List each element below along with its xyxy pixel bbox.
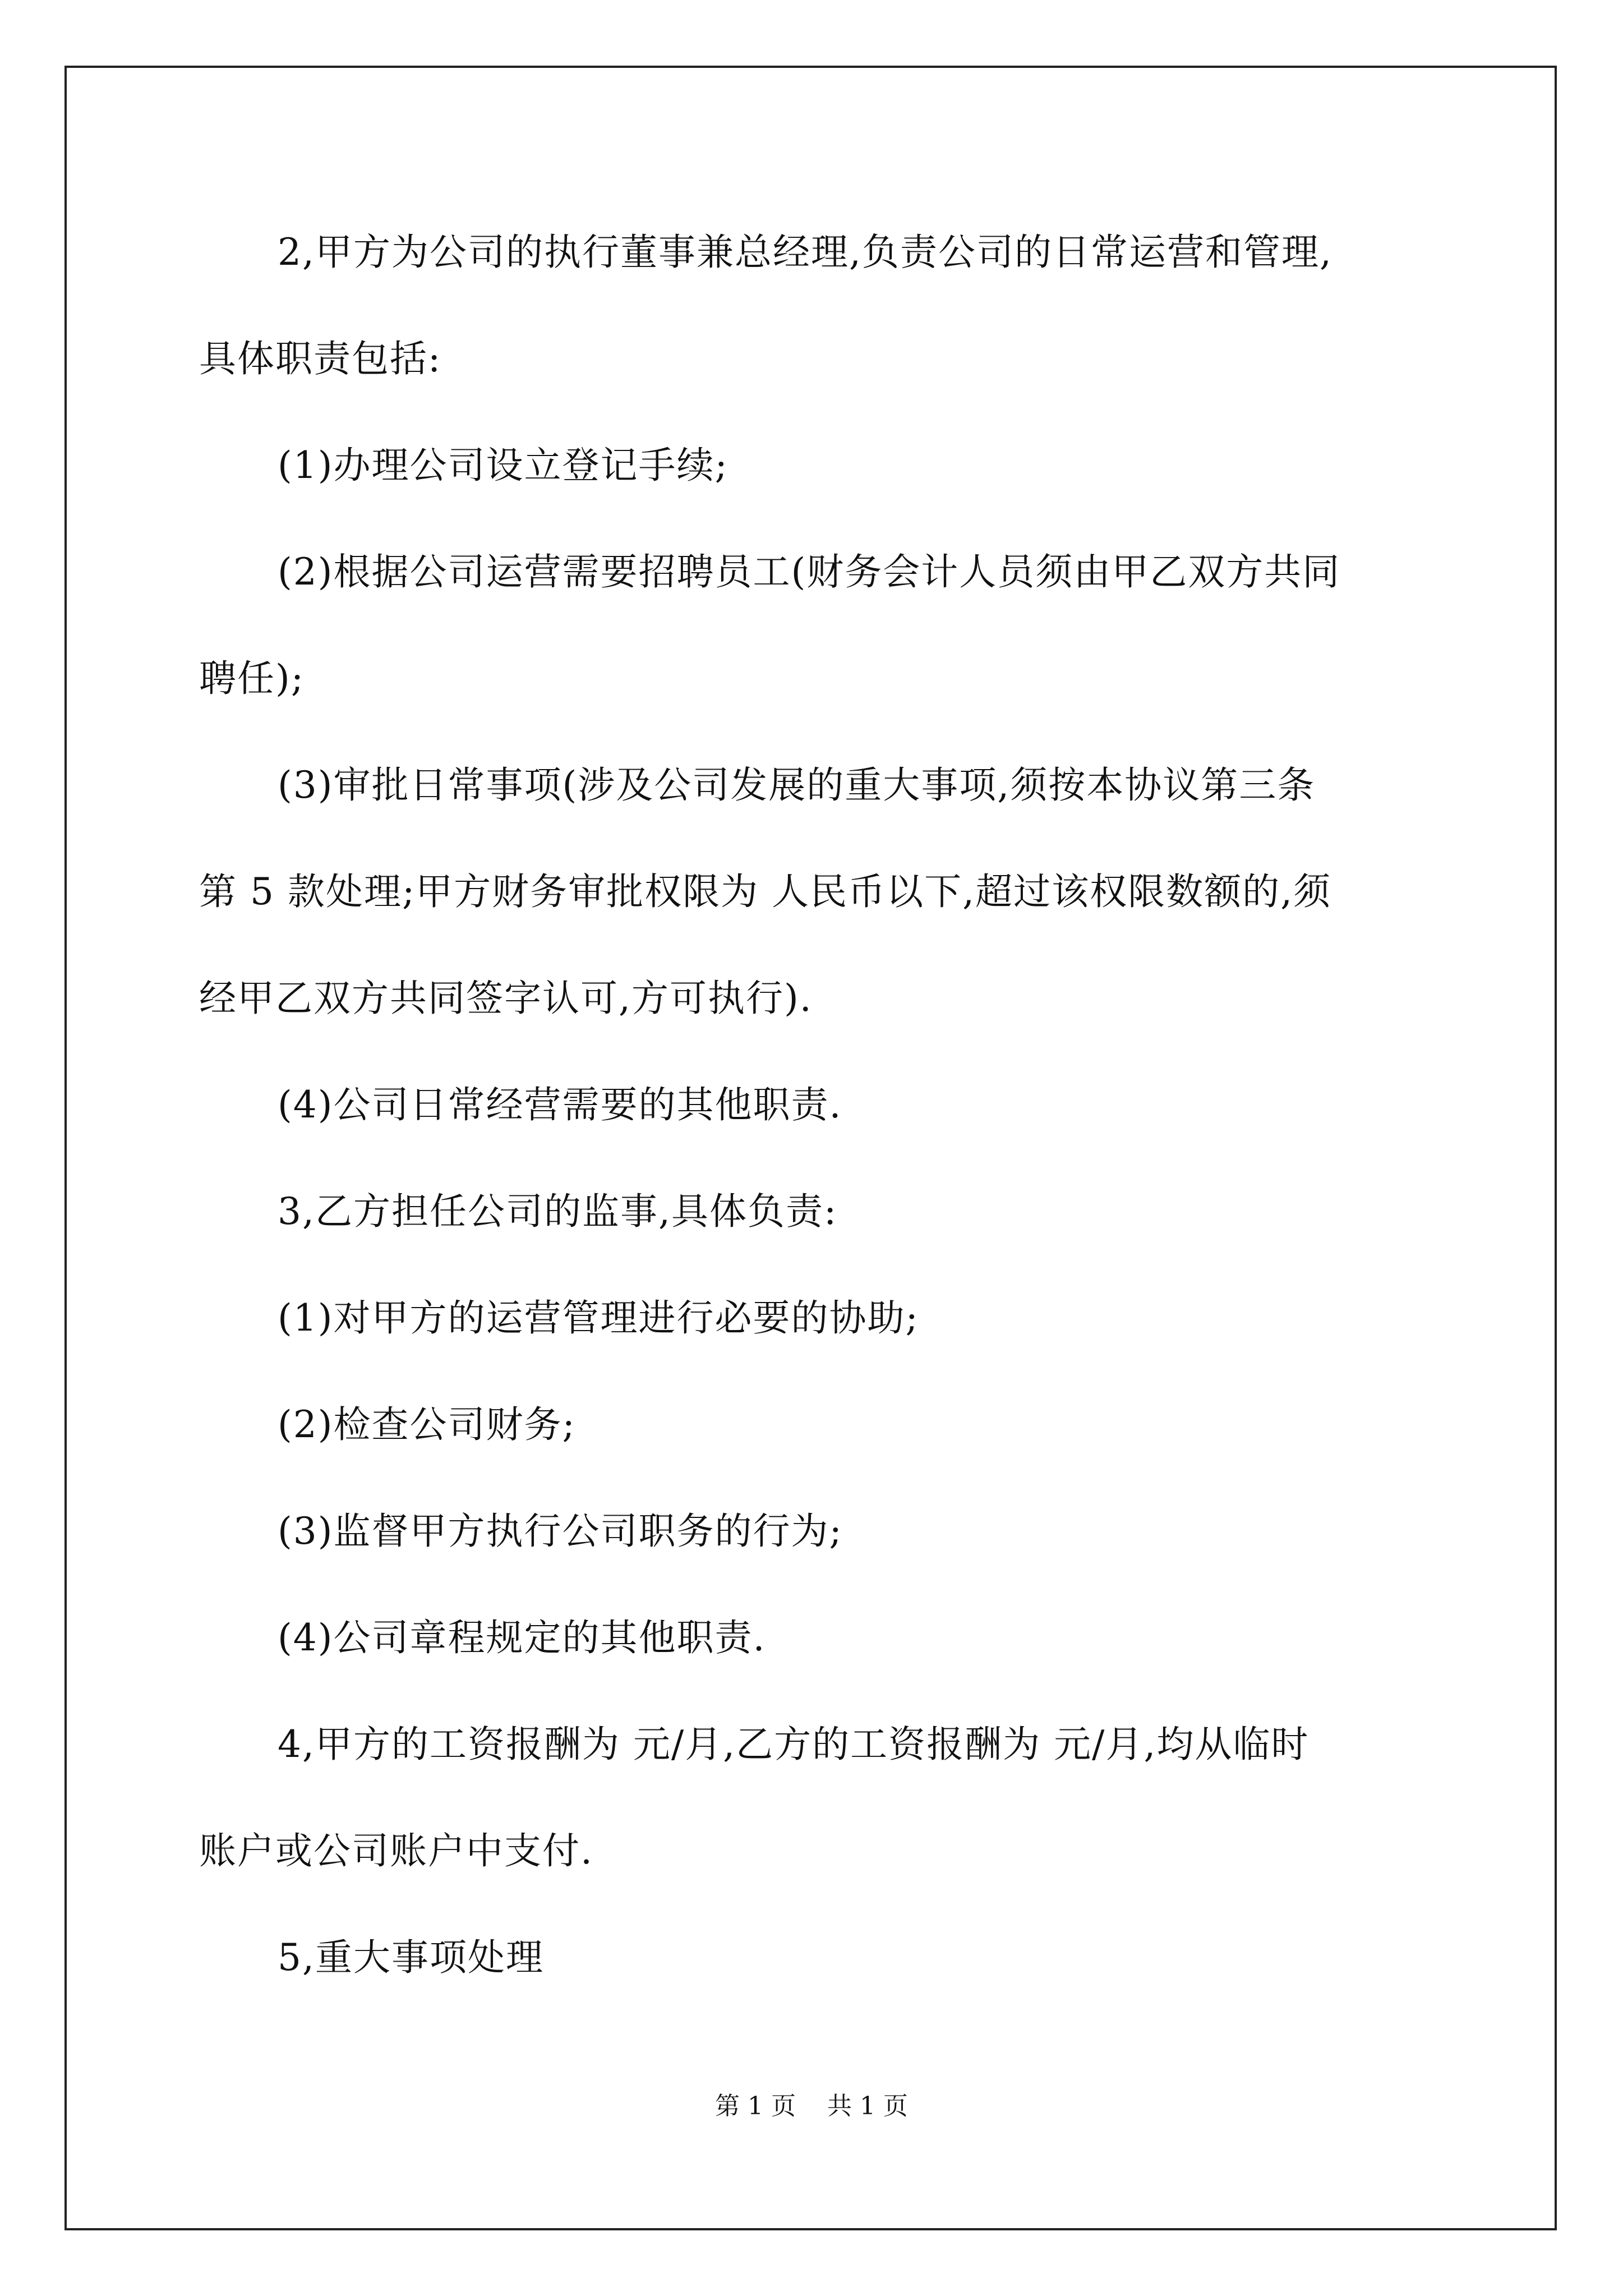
- line: 具体职责包括:: [199, 337, 442, 380]
- paragraph-clause-3-3: [199, 1478, 1433, 1585]
- line: 3,乙方担任公司的监事,具体负责:: [278, 1190, 838, 1233]
- line: (1)对甲方的运营管理进行必要的协助;: [278, 1296, 919, 1340]
- line: 第 5 款处理;甲方财务审批权限为 人民币以下,超过该权限数额的,须: [199, 870, 1332, 913]
- paragraph-clause-3-2: [199, 1372, 1433, 1478]
- paragraph-clause-5: [199, 1904, 1433, 2011]
- line: 4,甲方的工资报酬为 元/月,乙方的工资报酬为 元/月,均从临时: [278, 1723, 1310, 1766]
- line: (3)审批日常事项(涉及公司发展的重大事项,须按本协议第三条: [278, 763, 1316, 807]
- line: 账户或公司账户中支付.: [199, 1829, 593, 1872]
- line: (3)监督甲方执行公司职务的行为;: [278, 1510, 843, 1553]
- line: (2)根据公司运营需要招聘员工(财务会计人员须由甲乙双方共同: [278, 550, 1341, 593]
- line: 经甲乙双方共同签字认可,方可执行).: [199, 977, 813, 1020]
- line: (4)公司章程规定的其他职责.: [278, 1616, 766, 1659]
- paragraph-clause-3: [199, 1158, 1433, 1265]
- paragraph-clause-2-2: [199, 519, 1433, 732]
- paragraph-clause-3-1: [199, 1265, 1433, 1372]
- paragraph-clause-2-1: [199, 412, 1433, 519]
- paragraph-clause-2: [199, 199, 1433, 412]
- paragraph-clause-3-4: [199, 1585, 1433, 1691]
- line: (1)办理公司设立登记手续;: [278, 444, 728, 487]
- line: 聘任);: [199, 657, 305, 700]
- page-footer: 第 1 页 共 1 页: [715, 2092, 908, 2120]
- paragraph-clause-4: [199, 1691, 1433, 1904]
- line: 2,甲方为公司的执行董事兼总经理,负责公司的日常运营和管理,: [278, 231, 1332, 274]
- paragraph-clause-2-3: [199, 732, 1433, 1052]
- line: 5,重大事项处理: [278, 1936, 544, 1979]
- line: (4)公司日常经营需要的其他职责.: [278, 1083, 842, 1126]
- paragraph-clause-2-4: [199, 1052, 1433, 1158]
- line: (2)检查公司财务;: [278, 1403, 576, 1446]
